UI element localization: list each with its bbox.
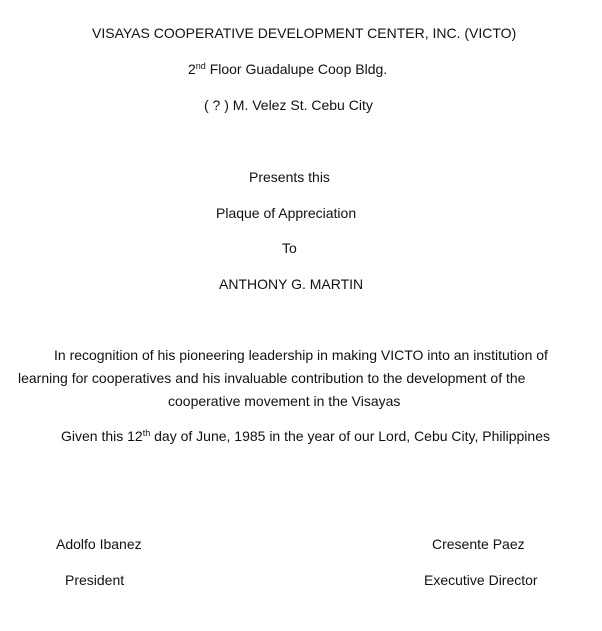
- signatory-left-title: President: [65, 572, 125, 588]
- presents-text: Presents this: [249, 169, 330, 185]
- body-line-3: cooperative movement in the Visayas: [168, 393, 401, 409]
- floor-number: 2: [188, 61, 196, 77]
- signatory-right-title: Executive Director: [424, 572, 538, 588]
- given-post: day of June, 1985 in the year of our Lord, Cebu City, Philippines: [150, 428, 550, 444]
- body-line-1: In recognition of his pioneering leadership in making VICTO into an institution of: [54, 347, 548, 363]
- award-title: Plaque of Appreciation: [216, 205, 357, 221]
- to-text: To: [282, 240, 297, 256]
- recipient-name: ANTHONY G. MARTIN: [219, 276, 364, 292]
- given-superscript: th: [142, 428, 151, 438]
- given-pre: Given this 12: [61, 428, 143, 444]
- body-line-2: learning for cooperatives and his invaluable contribution to the development of the: [18, 370, 526, 386]
- org-name: VISAYAS COOPERATIVE DEVELOPMENT CENTER, INC. (VICTO): [92, 25, 517, 41]
- given-line: [61, 427, 550, 445]
- address-floor: [188, 60, 387, 78]
- address-street: ( ? ) M. Velez St. Cebu City: [204, 97, 373, 113]
- signatory-left-name: Adolfo Ibanez: [56, 536, 142, 552]
- floor-rest: Floor Guadalupe Coop Bldg.: [205, 61, 388, 77]
- floor-superscript: nd: [195, 61, 206, 71]
- signatory-right-name: Cresente Paez: [432, 536, 525, 552]
